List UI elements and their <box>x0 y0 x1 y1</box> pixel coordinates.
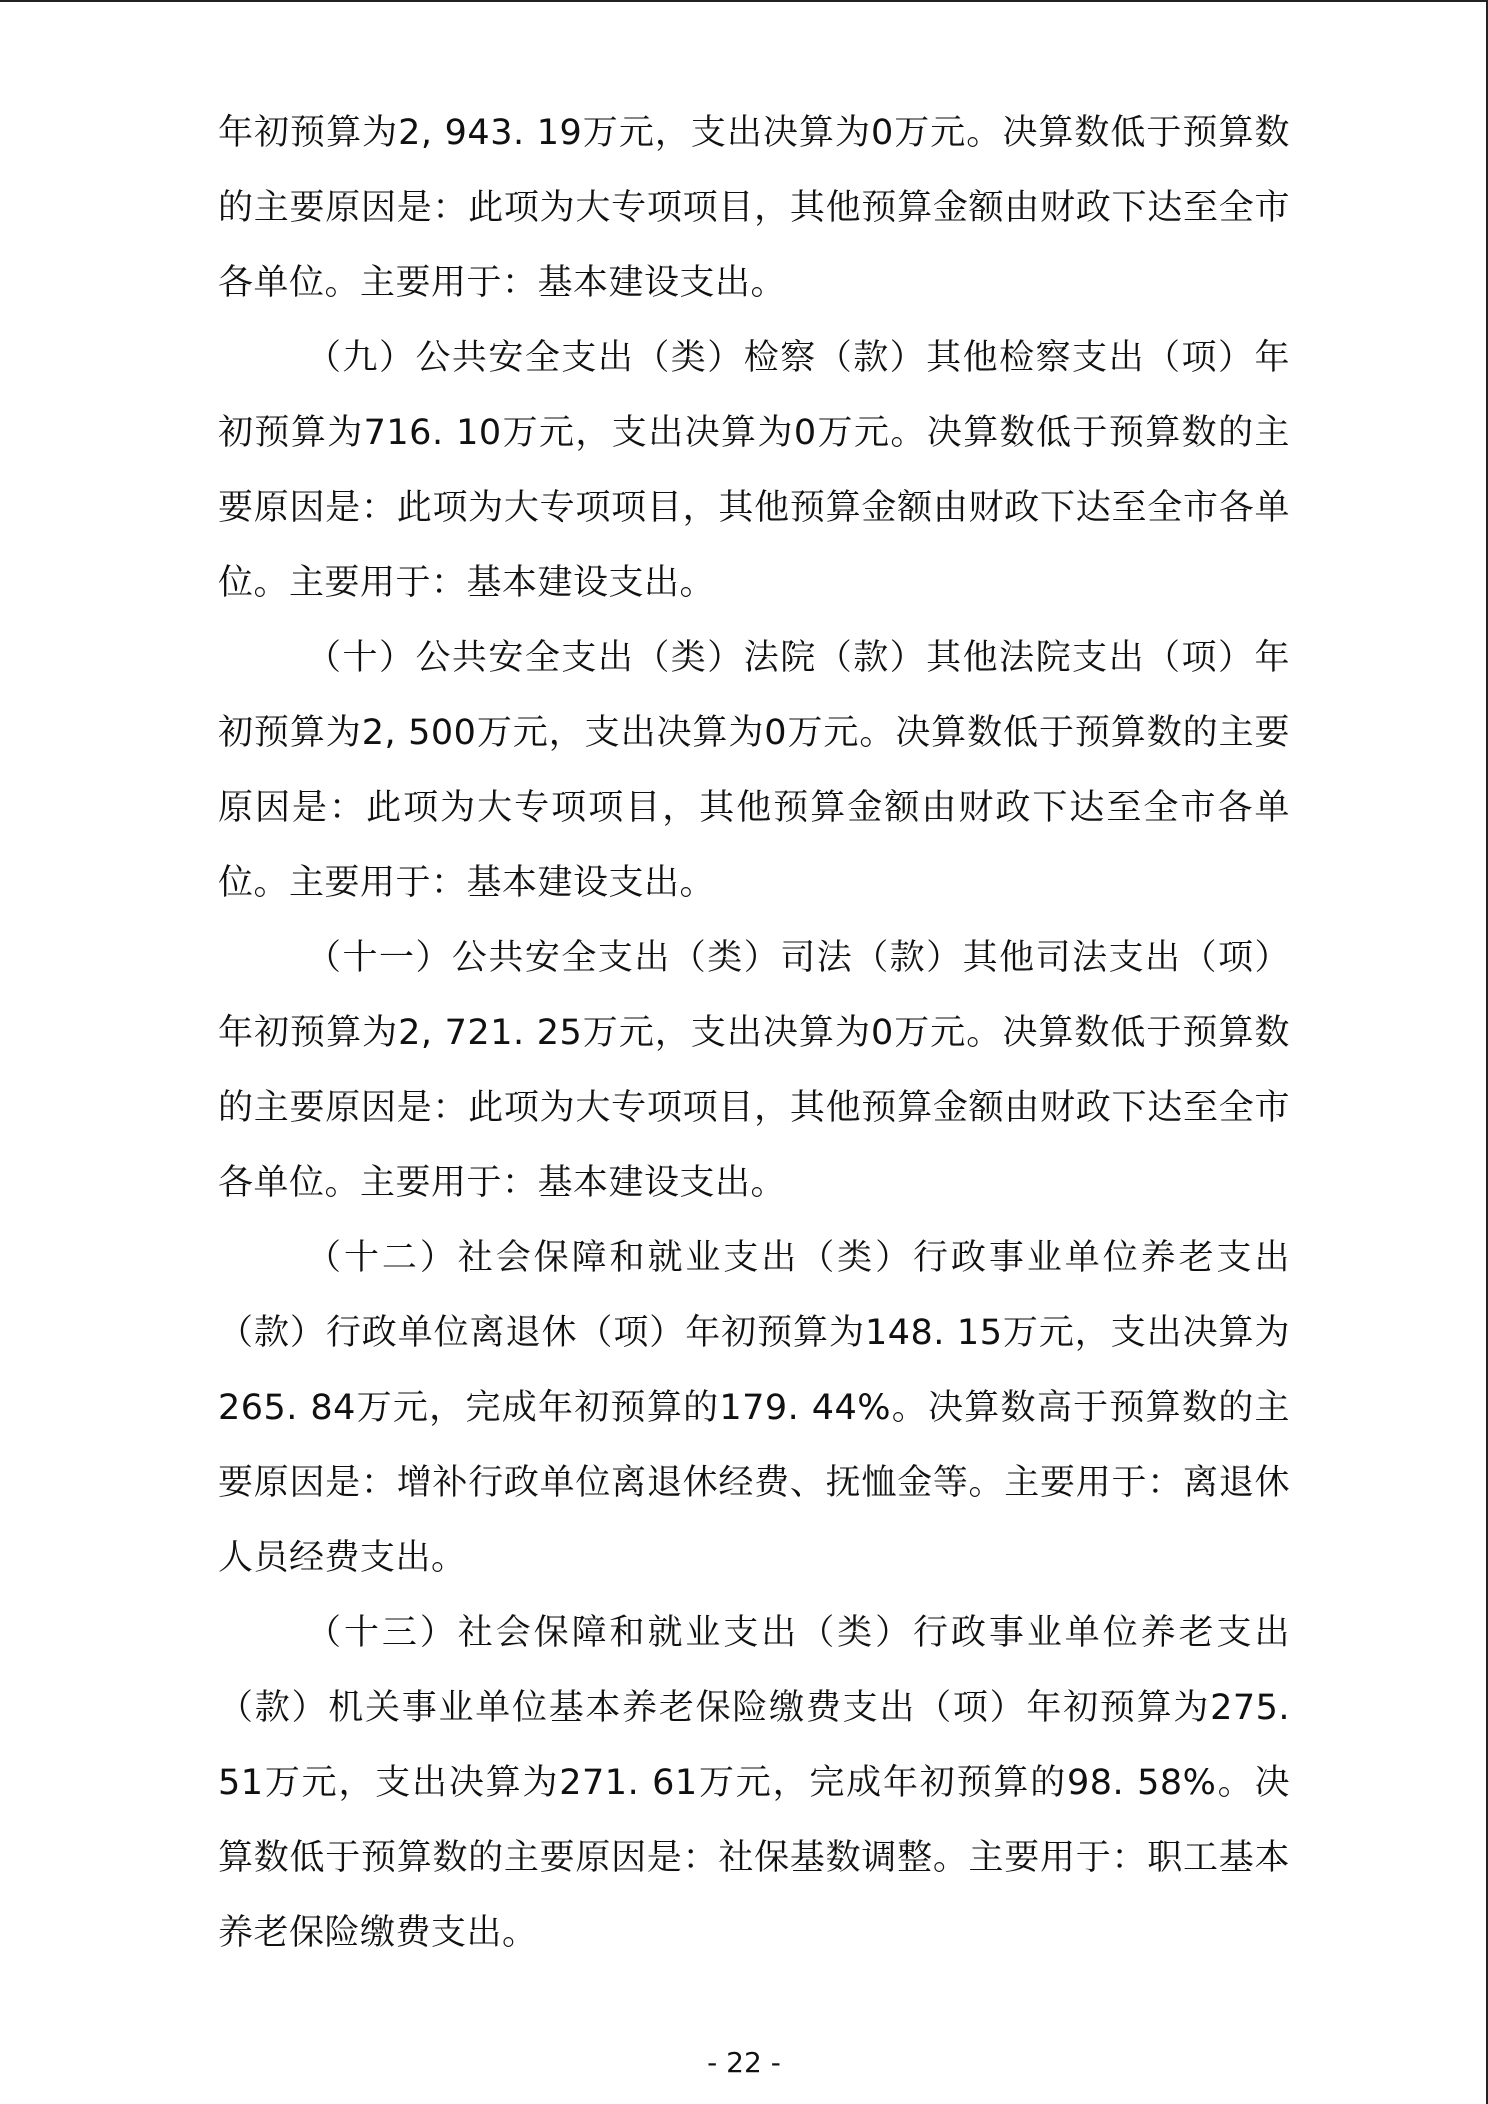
paragraph-item-13: （十三）社会保障和就业支出（类）行政事业单位养老支出（款）机关事业单位基本养老保险缴费支出（项）年初预算为275. 51万元，支出决算为271. 61万元，完成年初预算的98. 58%。决算数低于预算数的主要原因是：社保基数调整。主要用于：职工基本养老保险缴费支出。 <box>218 1613 1290 1953</box>
paragraph-item-10: （十）公共安全支出（类）法院（款）其他法院支出（项）年初预算为2, 500万元，支出决算为0万元。决算数低于预算数的主要原因是：此项为大专项项目，其他预算金额由财政下达至全市各单位。主要用于：基本建设支出。 <box>218 638 1290 903</box>
page-number: - 22 - <box>707 2046 781 2079</box>
paragraph-item-11: （十一）公共安全支出（类）司法（款）其他司法支出（项）年初预算为2, 721. 25万元，支出决算为0万元。决算数低于预算数的主要原因是：此项为大专项项目，其他预算金额由财政下达至全市各单位。主要用于：基本建设支出。 <box>218 938 1290 1203</box>
paragraph-item-9: （九）公共安全支出（类）检察（款）其他检察支出（项）年初预算为716. 10万元，支出决算为0万元。决算数低于预算数的主要原因是：此项为大专项项目，其他预算金额由财政下达至全市各单位。主要用于：基本建设支出。 <box>218 338 1290 603</box>
paragraph-item-12: （十二）社会保障和就业支出（类）行政事业单位养老支出（款）行政单位离退休（项）年初预算为148. 15万元，支出决算为265. 84万元，完成年初预算的179. 44%。决算数高于预算数的主要原因是：增补行政单位离退休经费、抚恤金等。主要用于：离退休人员经费支出。 <box>218 1238 1290 1578</box>
paragraph-continued: 年初预算为2, 943. 19万元，支出决算为0万元。决算数低于预算数的主要原因是：此项为大专项项目，其他预算金额由财政下达至全市各单位。主要用于：基本建设支出。 <box>218 113 1290 303</box>
document-body <box>218 96 1290 1971</box>
page-border-top <box>0 0 1488 2</box>
